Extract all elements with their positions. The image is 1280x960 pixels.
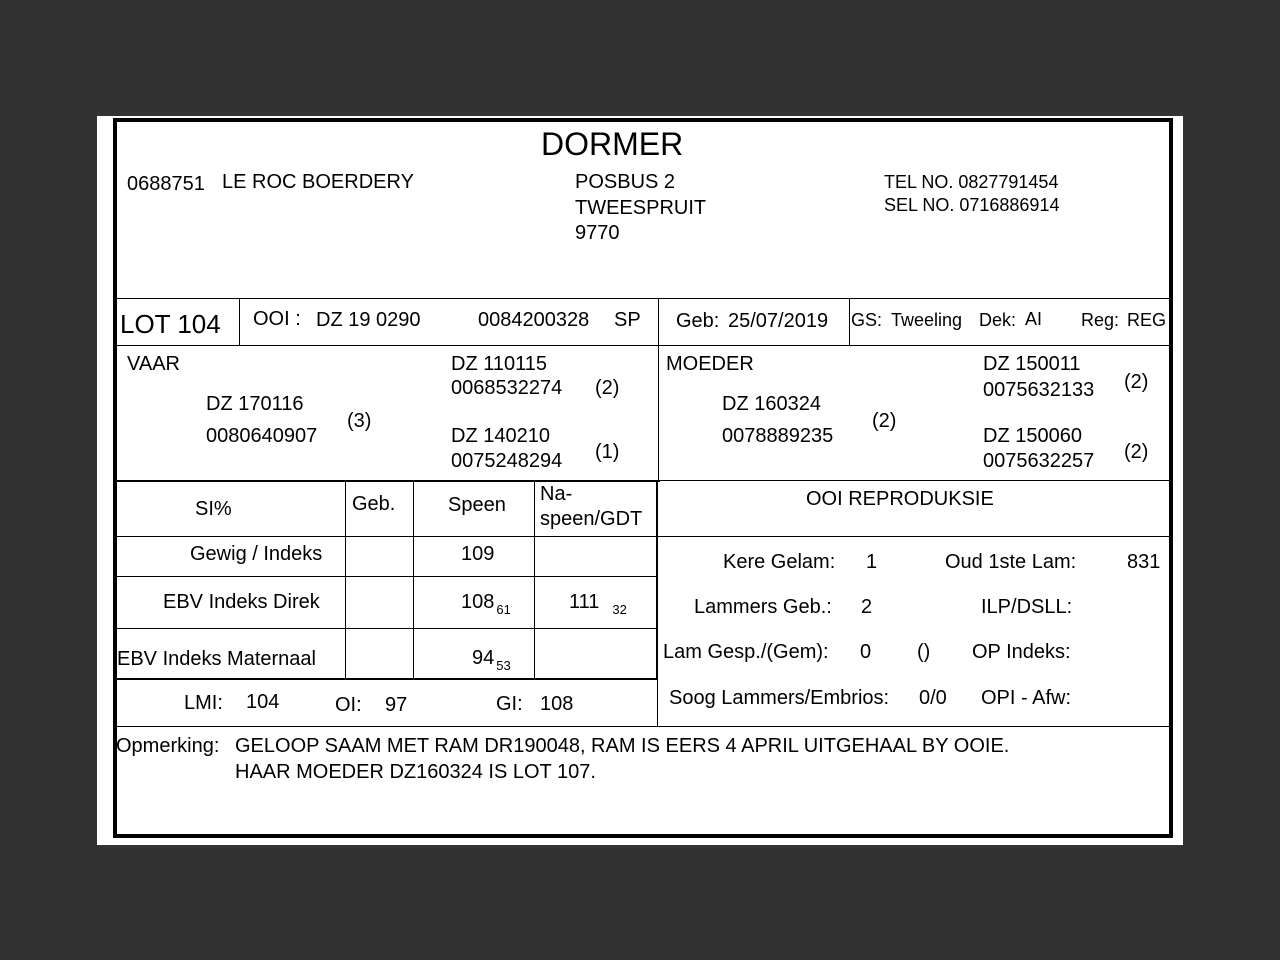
gi-label: GI: bbox=[496, 693, 523, 715]
divider bbox=[115, 480, 660, 482]
oud-value: 831 bbox=[1127, 551, 1161, 573]
dam-sire-id: DZ 150011 bbox=[983, 353, 1081, 375]
ilp-label: ILP/DSLL: bbox=[981, 596, 1073, 618]
ewe-label: OOI : bbox=[253, 308, 301, 330]
speen-accuracy: 61 bbox=[496, 602, 511, 617]
dek-label: Dek: bbox=[979, 310, 1017, 330]
divider bbox=[115, 726, 1172, 727]
ewe-code: SP bbox=[614, 309, 641, 331]
row-label: EBV Indeks Direk bbox=[163, 591, 320, 613]
naspeen-accuracy: 32 bbox=[612, 602, 627, 617]
dam-dam-count: (2) bbox=[1124, 441, 1149, 463]
dek-value: AI bbox=[1025, 309, 1043, 329]
sire-sire-number: 0068532274 bbox=[451, 377, 563, 399]
divider bbox=[849, 298, 850, 345]
owner-number: 0688751 bbox=[127, 173, 205, 195]
divider bbox=[115, 345, 1172, 346]
divider bbox=[413, 482, 414, 679]
dam-id: DZ 160324 bbox=[722, 393, 821, 415]
sire-number: 0080640907 bbox=[206, 425, 318, 447]
reg-label: Reg: bbox=[1081, 310, 1120, 330]
dam-sire-count: (2) bbox=[1124, 371, 1149, 393]
op-label: OP Indeks: bbox=[972, 641, 1071, 663]
divider bbox=[656, 482, 658, 680]
dam-dam-id: DZ 150060 bbox=[983, 425, 1082, 447]
table-header-naspeen: Na- bbox=[540, 483, 573, 505]
divider bbox=[345, 482, 346, 679]
gesp-value: 0 bbox=[860, 641, 872, 663]
dam-number: 0078889235 bbox=[722, 425, 834, 447]
row-speen-value bbox=[461, 590, 511, 616]
oud-label: Oud 1ste Lam: bbox=[945, 551, 1077, 573]
lmi-value: 104 bbox=[246, 691, 280, 713]
address-line-2: TWEESPRUIT bbox=[575, 197, 707, 219]
address-line-3: 9770 bbox=[575, 222, 620, 244]
sire-label: VAAR bbox=[127, 353, 180, 375]
sire-count: (3) bbox=[347, 410, 372, 432]
gem-value: () bbox=[917, 641, 931, 663]
row-speen-value: 109 bbox=[461, 543, 495, 565]
divider bbox=[658, 345, 659, 481]
remarks-line-2: HAAR MOEDER DZ160324 IS LOT 107. bbox=[235, 761, 596, 783]
dam-dam-number: 0075632257 bbox=[983, 450, 1095, 472]
speen-accuracy: 53 bbox=[496, 658, 511, 673]
naspeen-value: 111 bbox=[569, 591, 600, 613]
dam-label: MOEDER bbox=[666, 353, 754, 375]
row-label: Gewig / Indeks bbox=[190, 543, 323, 565]
sire-sire-id: DZ 110115 bbox=[451, 353, 547, 375]
reg-value: REG bbox=[1127, 310, 1167, 330]
sire-dam-id: DZ 140210 bbox=[451, 425, 550, 447]
dam-count: (2) bbox=[872, 410, 897, 432]
repro-title: OOI REPRODUKSIE bbox=[806, 488, 994, 510]
speen-value: 94 bbox=[472, 647, 495, 669]
sel-number: SEL NO. 0716886914 bbox=[884, 195, 1060, 215]
divider bbox=[657, 680, 658, 726]
speen-value: 108 bbox=[461, 591, 495, 613]
sire-id: DZ 170116 bbox=[206, 393, 304, 415]
gs-value: Tweeling bbox=[891, 310, 963, 330]
table-header-si: SI% bbox=[195, 498, 232, 520]
opi-label: OPI - Afw: bbox=[981, 687, 1072, 709]
divider bbox=[239, 298, 240, 345]
soog-label: Soog Lammers/Embrios: bbox=[669, 687, 890, 709]
kere-value: 1 bbox=[866, 551, 878, 573]
divider bbox=[534, 482, 535, 679]
remarks-line-1: GELOOP SAAM MET RAM DR190048, RAM IS EERS 4 APRIL UITGEHAAL BY OOIE. bbox=[235, 735, 1010, 757]
owner-name: LE ROC BOERDERY bbox=[222, 171, 414, 193]
divider bbox=[115, 576, 658, 577]
lot-number: LOT 104 bbox=[120, 309, 221, 339]
gesp-label: Lam Gesp./(Gem): bbox=[663, 641, 829, 663]
row-label: EBV Indeks Maternaal bbox=[117, 648, 316, 670]
oi-label: OI: bbox=[335, 694, 362, 716]
dam-sire-number: 0075632133 bbox=[983, 379, 1095, 401]
table-header-speen: Speen bbox=[448, 494, 506, 516]
lammers-value: 2 bbox=[861, 596, 873, 618]
sire-dam-count: (1) bbox=[595, 441, 620, 463]
divider bbox=[115, 678, 658, 680]
table-header-naspeen-2: speen/GDT bbox=[540, 508, 643, 530]
ewe-number: 0084200328 bbox=[478, 309, 590, 331]
address-line-1: POSBUS 2 bbox=[575, 171, 676, 193]
birth-date: 25/07/2019 bbox=[728, 310, 829, 332]
tel-number: TEL NO. 0827791454 bbox=[884, 172, 1059, 192]
gs-label: GS: bbox=[851, 310, 883, 330]
divider bbox=[660, 480, 1172, 481]
table-header-geb: Geb. bbox=[352, 493, 396, 515]
lammers-label: Lammers Geb.: bbox=[694, 596, 832, 618]
divider bbox=[115, 628, 658, 629]
divider bbox=[115, 298, 1172, 299]
divider bbox=[658, 298, 659, 345]
sire-dam-number: 0075248294 bbox=[451, 450, 563, 472]
divider bbox=[115, 536, 1172, 537]
soog-value: 0/0 bbox=[919, 687, 947, 709]
lmi-label: LMI: bbox=[184, 692, 223, 714]
row-speen-value bbox=[472, 646, 511, 672]
oi-value: 97 bbox=[385, 694, 408, 716]
gi-value: 108 bbox=[540, 693, 574, 715]
breed-title: DORMER bbox=[541, 126, 684, 162]
kere-label: Kere Gelam: bbox=[723, 551, 836, 573]
remarks-label: Opmerking: bbox=[116, 735, 220, 757]
lot-card-frame bbox=[113, 118, 1173, 838]
ewe-id: DZ 19 0290 bbox=[316, 309, 421, 331]
row-naspeen-value bbox=[569, 590, 627, 616]
sire-sire-count: (2) bbox=[595, 377, 620, 399]
birth-label: Geb: bbox=[676, 310, 720, 332]
